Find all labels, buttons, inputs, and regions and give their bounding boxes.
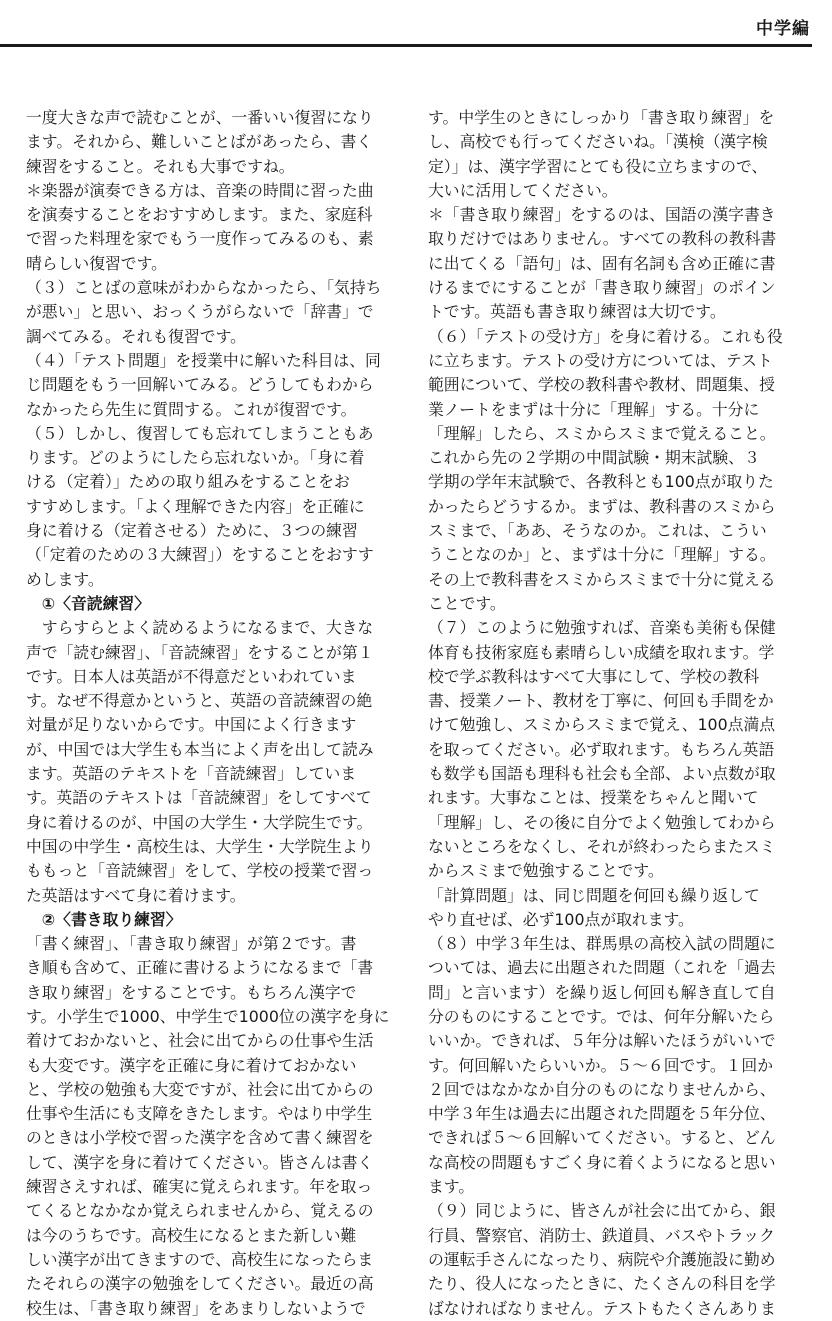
text-line: 定）」は、漢字学習にとても役に立ちますので、: [428, 156, 768, 176]
text-line: ります。どのようにしたら忘れないか。「身に着: [26, 448, 365, 468]
text-line: に出てくる「語句」は、固有名詞も含め正確に書: [428, 253, 776, 273]
text-line: 中国の中学生・高校生は、大学生・大学院生より: [26, 836, 374, 856]
running-title: 中学編: [756, 19, 810, 39]
header-rule: [0, 44, 812, 47]
text-line: す。英語のテキストは「音読練習」をしてすべて: [26, 788, 372, 808]
text-line: しい漢字が出てきますので、高校生になったらま: [26, 1249, 374, 1269]
text-line: 晴らしい復習です。: [26, 253, 167, 273]
section-heading-line: ②〈書き取り練習〉: [26, 909, 182, 929]
text-line: ます。それから、難しいことばがあったら、書く: [26, 132, 373, 152]
text-line: に立ちます。テストの受け方については、テスト: [428, 350, 773, 370]
text-line: ます。英語のテキストを「音読練習」していま: [26, 764, 357, 784]
text-line: 一度大きな声で読むことが、一番いい復習になり: [26, 108, 374, 127]
text-line: す。何回解いたらいいか。５～６回です。１回か: [428, 1055, 774, 1075]
text-line: 大いに活用してください。: [428, 180, 618, 200]
text-line: 業ノートをまずは十分に「理解」する。十分に: [428, 399, 760, 419]
text-line: と、学校の勉強も大変ですが、社会に出てからの: [26, 1079, 374, 1099]
text-line: （４）「テスト問題」を授業中に解いた科目は、同: [26, 350, 381, 370]
text-line: し、高校でも行ってくださいね。「漢検（漢字検: [428, 132, 768, 152]
text-line: も大変です。漢字を正確に身に着けておかない: [26, 1055, 357, 1075]
text-line: （「定着のための３大練習」）をすることをおすす: [26, 545, 374, 565]
text-line: ことです。: [428, 593, 506, 613]
text-line: ２回ではなかなか自分のものになりませんから、: [428, 1079, 776, 1099]
text-line: めします。: [26, 569, 104, 589]
text-line: 体育も技術家庭も素晴らしい成績を取れます。学: [428, 642, 775, 662]
text-line: は今のうちです。高校生になるとまた新しい難: [26, 1225, 357, 1245]
text-line: （８）中学３年生は、群馬県の高校入試の問題に: [428, 934, 776, 954]
text-line: たそれらの漢字の勉強をしてください。最近の高: [26, 1274, 374, 1294]
text-line: たり、役人になったときに、たくさんの科目を学: [428, 1274, 776, 1294]
text-line: かったらどうするか。まずは、教科書のスミから: [428, 496, 776, 516]
text-line: 行員、警察官、消防士、鉄道員、バスやトラック: [428, 1225, 775, 1245]
text-line: ないところをなくし、それが終わったらまたスミ: [428, 836, 776, 856]
text-line: うことなのか」と、まずは十分に「理解」する。: [428, 545, 776, 565]
text-line: 練習をすること。それも大事ですね。: [26, 156, 295, 176]
text-line: 取りだけではありません。すべての教科の教科書: [428, 229, 777, 249]
text-line: ももっと「音読練習」をして、学校の授業で習っ: [26, 861, 374, 881]
text-line: ます。: [428, 1177, 475, 1197]
text-line: 身に着ける（定着させる）ために、３つの練習: [26, 521, 358, 541]
text-line: も数学も国語も理科も社会も全部、よい点数が取: [428, 764, 776, 784]
text-line: ける（定着）」ための取り組みをすることをお: [26, 472, 350, 492]
text-line: からスミまで勉強することです。: [428, 861, 664, 881]
text-line: （５）しかし、復習しても忘れてしまうこともあ: [26, 423, 374, 443]
text-line: 校生は、「書き取り練習」をあまりしないようで: [26, 1298, 366, 1318]
text-line: やり直せば、必ず100点が取れます。: [428, 909, 694, 929]
section-heading-line: ①〈音読練習〉: [26, 593, 150, 613]
text-line: 範囲について、学校の教科書や教材、問題集、授: [428, 375, 775, 395]
text-line: （９）同じように、皆さんが社会に出てから、銀: [428, 1201, 776, 1221]
text-line: ついては、過去に出題された問題（これを「過去: [428, 958, 776, 978]
text-line: の運転手さんになったり、病院や介護施設に勤め: [428, 1249, 776, 1269]
text-line: ＊「書き取り練習」をするのは、国語の漢字書き: [428, 205, 776, 225]
text-line: 対量が足りないからです。中国によく行きます: [26, 715, 357, 735]
text-line: その上で教科書をスミからスミまで十分に覚える: [428, 569, 776, 589]
text-line: す。小学生で1000、中学生で1000位の漢字を身に: [26, 1006, 390, 1026]
text-line: 「理解」し、その後に自分でよく勉強してわから: [428, 812, 776, 832]
text-line: 学期の学年末試験で、各教科とも100点が取りた: [428, 472, 774, 492]
text-line: けて勉強し、スミからスミまで覚え、100点満点: [428, 715, 776, 735]
text-line: のときは小学校で習った漢字を含めて書く練習を: [26, 1128, 374, 1148]
text-line: 「理解」したら、スミからスミまで覚えること。: [428, 423, 776, 443]
text-line: す。中学生のときにしっかり「書き取り練習」を: [428, 108, 775, 127]
text-line: 校で学ぶ教科はすべて大事にして、学校の教科: [428, 666, 760, 686]
text-line: 中学３年生は過去に出題された問題を５年分位、: [428, 1104, 776, 1124]
text-line: す。なぜ不得意かというと、英語の音読練習の絶: [26, 691, 373, 711]
text-line: れます。大事なことは、授業をちゃんと聞いて: [428, 788, 759, 808]
text-line: 「計算問題」は、同じ問題を何回も繰り返して: [428, 885, 760, 905]
text-line: 「書く練習」、「書き取り練習」が第２です。書: [26, 934, 357, 954]
text-line: き取り練習」をすることです。もちろん漢字で: [26, 982, 357, 1002]
text-line: た英語はすべて身に着けます。: [26, 885, 246, 905]
text-line: 問」と言います）を繰り返し何回も解き直して自: [428, 982, 776, 1002]
text-line: な高校の問題もすごく身に着くようになると思い: [428, 1152, 776, 1172]
text-line: （６）「テストの受け方」を身に着ける。これも役: [428, 326, 783, 346]
text-line: 着けておかないと、社会に出てからの仕事や生活: [26, 1031, 374, 1051]
text-line: すらすらとよく読めるようになるまで、大きな: [26, 618, 374, 638]
text-line: （７）このように勉強すれば、音楽も美術も保健: [428, 618, 776, 638]
text-line: 身に着けるのが、中国の大学生・大学院生です。: [26, 812, 373, 832]
text-line: てくるとなかなか覚えられませんから、覚えるの: [26, 1201, 374, 1221]
text-line: すすめします。「よく理解できた内容」を正確に: [26, 496, 365, 516]
text-line: 書、授業ノート、教材を丁寧に、何回も手間をか: [428, 691, 774, 711]
text-line: ＊楽器が演奏できる方は、音楽の時間に習った曲: [26, 180, 374, 200]
text-line: けるまでにすることが「書き取り練習」のポイン: [428, 278, 776, 298]
left-text-column: [26, 106, 406, 1321]
text-line: を演奏することをおすすめします。また、家庭科: [26, 205, 373, 225]
text-line: トです。英語も書き取り練習は大切です。: [428, 302, 726, 322]
text-line: を取ってください。必ず取れます。もちろん英語: [428, 739, 775, 759]
text-line: して、漢字を身に着けてください。皆さんは書く: [26, 1152, 374, 1172]
text-line: が悪い」と思い、おっくうがらないで「辞書」で: [26, 302, 374, 322]
text-line: （３）ことばの意味がわからなかったら、「気持ち: [26, 278, 382, 298]
text-line: 分のものにすることです。では、何年分解いたら: [428, 1006, 775, 1026]
text-line: です。日本人は英語が不得意だといわれていま: [26, 666, 357, 686]
text-line: ばなければなりません。テストもたくさんありま: [428, 1298, 776, 1318]
text-line: なかったら先生に質問する。これが復習です。: [26, 399, 357, 419]
text-line: 声で「読む練習」、「音読練習」をすることが第１: [26, 642, 374, 662]
text-line: 調べてみる。それも復習です。: [26, 326, 246, 346]
text-line: で習った料理を家でもう一度作ってみるのも、素: [26, 229, 374, 249]
text-line: これから先の２学期の中間試験・期末試験、３: [428, 448, 760, 468]
text-line: が、中国では大学生も本当によく声を出して読み: [26, 739, 374, 759]
text-line: 練習さえすれば、確実に覚えられます。年を取っ: [26, 1177, 373, 1197]
text-line: き順も含めて、正確に書けるようになるまで「書: [26, 958, 374, 978]
text-line: じ問題をもう一回解いてみる。どうしてもわから: [26, 375, 374, 395]
text-line: 仕事や生活にも支障をきたします。やはり中学生: [26, 1104, 373, 1124]
text-line: できれば５～６回解いてください。すると、どん: [428, 1128, 776, 1148]
text-line: いいか。できれば、５年分は解いたほうがいいで: [428, 1031, 776, 1051]
right-text-column: [428, 106, 808, 1321]
text-line: スミまで、「ああ、そうなのか。これは、こうい: [428, 521, 767, 541]
